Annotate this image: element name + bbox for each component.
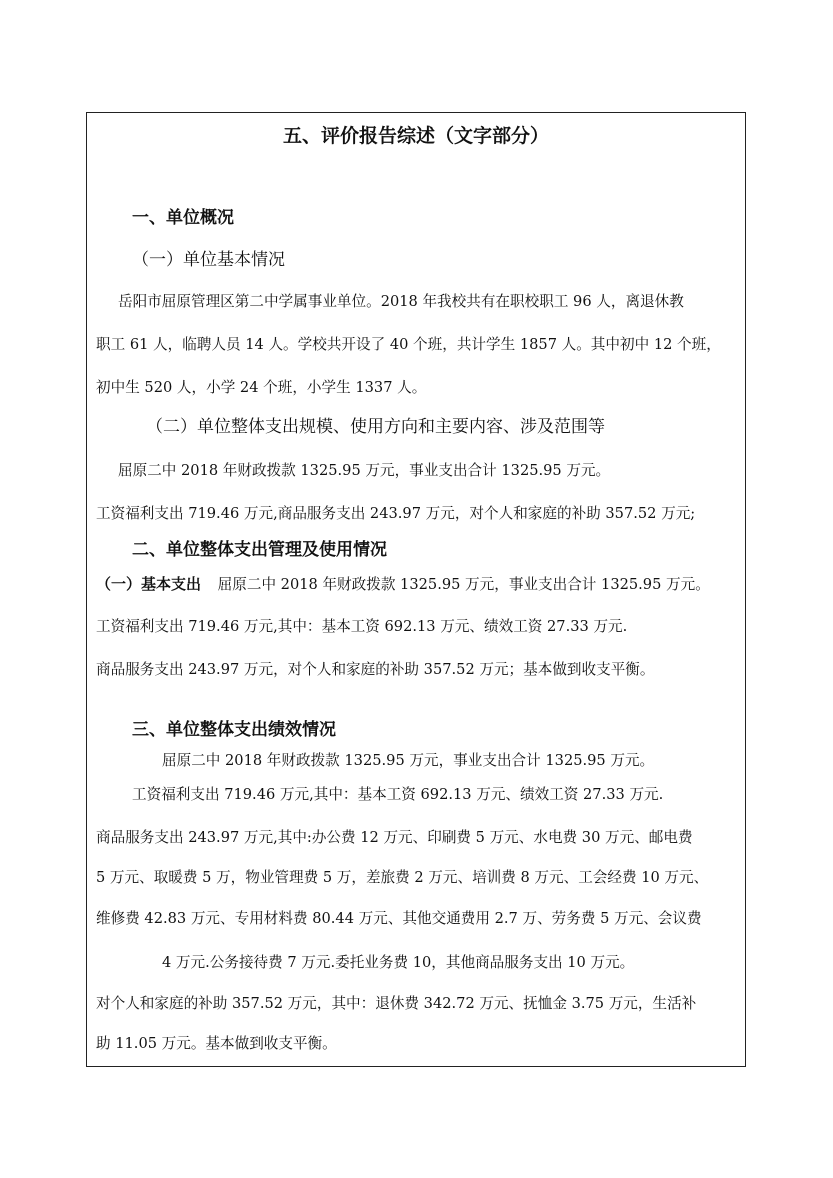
section-heading-1: 一、单位概况 [132,208,234,228]
paragraph-line: 职工 61 人，临聘人员 14 人。学校共开设了 40 个班，共计学生 1857 人。其中初中 12 个班， [96,336,721,353]
paragraph-line: 4 万元.公务接待费 7 万元.委托业务费 10，其他商品服务支出 10 万元。 [162,954,635,971]
paragraph-line: 维修费 42.83 万元、专用材料费 80.44 万元、其他交通费用 2.7 万、劳务费 5 万元、会议费 [96,910,702,927]
section-heading-2: 二、单位整体支出管理及使用情况 [132,540,387,560]
paragraph-line: 工资福利支出 719.46 万元,商品服务支出 243.97 万元，对个人和家庭的补助 357.52 万元; [96,505,696,522]
paragraph-line: 工资福利支出 719.46 万元,其中：基本工资 692.13 万元、绩效工资 27.33 万元. [96,618,628,635]
subsection-heading-1-2: （二）单位整体支出规模、使用方向和主要内容、涉及范围等 [146,417,605,437]
paragraph-line: 工资福利支出 719.46 万元,其中：基本工资 692.13 万元、绩效工资 27.33 万元. [132,786,664,803]
paragraph-line: 5 万元、取暖费 5 万，物业管理费 5 万，差旅费 2 万元、培训费 8 万元、工会经费 10 万元、 [96,869,709,886]
paragraph-line: 对个人和家庭的补助 357.52 万元，其中：退休费 342.72 万元、抚恤金 3.75 万元，生活补 [96,995,697,1012]
paragraph-line: 商品服务支出 243.97 万元，对个人和家庭的补助 357.52 万元；基本做到收支平衡。 [96,661,655,678]
page-title: 五、评价报告综述（文字部分） [282,125,549,147]
basic-expenditure-label: （一）基本支出 [96,575,202,593]
paragraph-line: 初中生 520 人，小学 24 个班，小学生 1337 人。 [96,379,427,396]
paragraph-line: 屈原二中 2018 年财政拨款 1325.95 万元，事业支出合计 1325.95 万元。 [118,462,611,479]
paragraph-line: 商品服务支出 243.97 万元,其中:办公费 12 万元、印刷费 5 万元、水电费 30 万元、邮电费 [96,829,693,846]
section-heading-3: 三、单位整体支出绩效情况 [132,720,336,740]
paragraph-text: 屈原二中 2018 年财政拨款 1325.95 万元，事业支出合计 1325.95 万元。 [217,576,710,593]
paragraph-line: 岳阳市屈原管理区第二中学属事业单位。2018 年我校共有在职校职工 96 人，离退休教 [118,293,684,310]
paragraph-line: 屈原二中 2018 年财政拨款 1325.95 万元，事业支出合计 1325.95 万元。 [162,752,655,769]
paragraph-line [96,574,710,595]
subsection-heading-1-1: （一）单位基本情况 [132,250,285,270]
paragraph-line: 助 11.05 万元。基本做到收支平衡。 [96,1035,337,1052]
